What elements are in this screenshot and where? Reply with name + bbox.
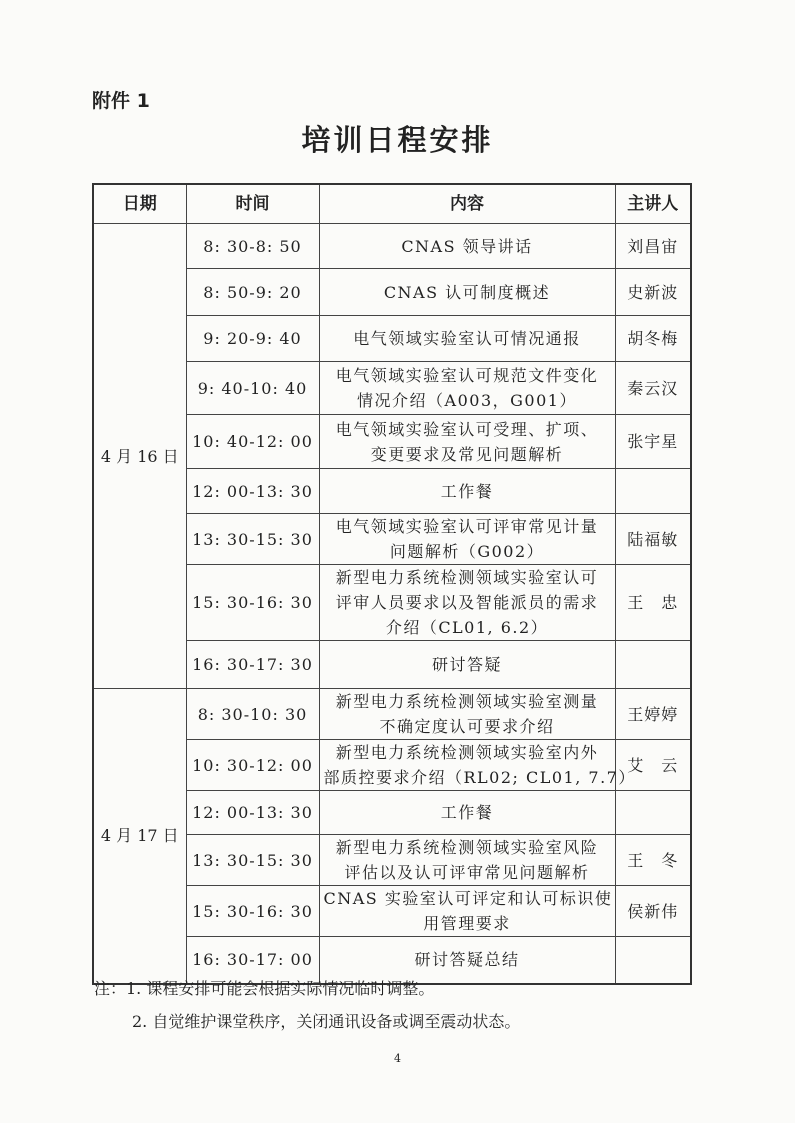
content-line: 不确定度认可要求介绍 [379, 717, 555, 736]
content-cell [319, 415, 615, 469]
speaker-cell [615, 791, 691, 835]
time-cell: 9: 20-9: 40 [186, 316, 319, 362]
header-time: 时间 [186, 184, 319, 224]
content-cell [319, 469, 615, 514]
table-header-row [93, 184, 691, 224]
speaker-cell: 侯新伟 [615, 886, 691, 937]
content-line: 电气领域实验室认可评审常见计量 [335, 517, 599, 536]
content-line: 用管理要求 [423, 914, 511, 933]
time-cell: 13: 30-15: 30 [186, 835, 319, 886]
content-line: 新型电力系统检测领域实验室测量 [335, 692, 599, 711]
content-cell [319, 224, 615, 269]
time-cell: 13: 30-15: 30 [186, 514, 319, 565]
content-line: 研讨答疑 [431, 655, 502, 674]
speaker-cell: 刘昌宙 [615, 224, 691, 269]
content-cell [319, 316, 615, 362]
content-line: 工作餐 [440, 803, 494, 822]
time-cell: 12: 00-13: 30 [186, 469, 319, 514]
table-row [93, 224, 691, 269]
content-line: CNAS 认可制度概述 [383, 282, 551, 302]
content-line: 评估以及认可评审常见问题解析 [344, 863, 590, 882]
time-cell: 8: 50-9: 20 [186, 269, 319, 316]
content-cell [319, 641, 615, 689]
table-row [93, 689, 691, 740]
note-2: 2. 自觉维护课堂秩序，关闭通讯设备或调至震动状态。 [132, 1012, 521, 1031]
date-cell: 4 月 17 日 [93, 689, 186, 984]
content-line: 介绍（CL01, 6.2） [385, 618, 549, 637]
speaker-cell: 张宇星 [615, 415, 691, 469]
content-line: 问题解析（G002） [389, 542, 545, 561]
content-line: 变更要求及常见问题解析 [370, 444, 564, 464]
content-line: 新型电力系统检测领域实验室风险 [335, 838, 599, 857]
content-cell [319, 565, 615, 641]
content-line: 新型电力系统检测领域实验室内外 [335, 743, 599, 762]
speaker-cell: 秦云汉 [615, 362, 691, 415]
content-line: 电气领域实验室认可规范文件变化 [335, 366, 599, 385]
content-line: 部质控要求介绍（RL02; CL01, 7.7） [323, 768, 636, 787]
content-cell [319, 791, 615, 835]
content-line: CNAS 实验室认可评定和认可标识使 [323, 889, 613, 908]
schedule-table [92, 183, 692, 985]
content-cell [319, 740, 636, 791]
speaker-cell: 胡冬梅 [615, 316, 691, 362]
date-cell: 4 月 16 日 [93, 224, 186, 689]
attachment-label: 附件 1 [92, 90, 150, 112]
schedule-body [93, 224, 691, 984]
time-cell: 12: 00-13: 30 [186, 791, 319, 835]
content-line: 工作餐 [440, 481, 494, 501]
content-cell [319, 689, 615, 740]
header-date: 日期 [93, 184, 186, 224]
speaker-cell [615, 641, 691, 689]
header-content: 内容 [319, 184, 615, 224]
time-cell: 15: 30-16: 30 [186, 886, 319, 937]
content-cell [319, 362, 615, 415]
speaker-cell: 艾 云 [615, 740, 691, 791]
page-number: 4 [394, 1052, 401, 1065]
time-cell: 8: 30-10: 30 [186, 689, 319, 740]
page-title: 培训日程安排 [301, 123, 494, 157]
time-cell: 9: 40-10: 40 [186, 362, 319, 415]
speaker-cell: 王 冬 [615, 835, 691, 886]
speaker-cell: 陆福敏 [615, 514, 691, 565]
content-cell [319, 269, 615, 316]
time-cell: 16: 30-17: 30 [186, 641, 319, 689]
speaker-cell [615, 937, 691, 984]
content-line: CNAS 领导讲话 [401, 236, 533, 256]
content-line: 研讨答疑总结 [414, 950, 520, 970]
content-line: 电气领域实验室认可情况通报 [353, 329, 581, 348]
speaker-cell: 史新波 [615, 269, 691, 316]
content-line: 新型电力系统检测领域实验室认可 [335, 568, 599, 587]
time-cell: 16: 30-17: 00 [186, 937, 319, 984]
notes [94, 972, 520, 1038]
content-line: 评审人员要求以及智能派员的需求 [335, 593, 599, 612]
time-cell: 10: 40-12: 00 [186, 415, 319, 469]
content-cell [319, 835, 615, 886]
content-line: 电气领域实验室认可受理、扩项、 [335, 419, 599, 439]
time-cell: 15: 30-16: 30 [186, 565, 319, 641]
speaker-cell: 王 忠 [615, 565, 691, 641]
speaker-cell: 王婷婷 [615, 689, 691, 740]
note-1: 注：1. 课程安排可能会根据实际情况临时调整。 [94, 979, 435, 998]
header-speaker: 主讲人 [615, 184, 691, 224]
time-cell: 8: 30-8: 50 [186, 224, 319, 269]
content-cell [319, 514, 615, 565]
content-line: 情况介绍（A003，G001） [357, 391, 577, 410]
content-cell [319, 886, 615, 937]
speaker-cell [615, 469, 691, 514]
time-cell: 10: 30-12: 00 [186, 740, 319, 791]
